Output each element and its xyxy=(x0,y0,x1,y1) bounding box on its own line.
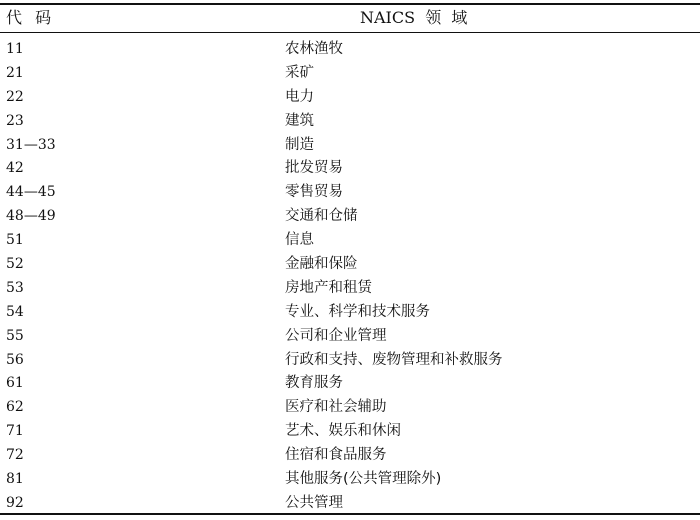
table-row xyxy=(0,157,700,181)
row-code: 62 xyxy=(6,399,24,416)
row-field: 采矿 xyxy=(285,64,314,81)
table-bottom-rule xyxy=(0,513,700,515)
row-field: 农林渔牧 xyxy=(285,41,343,57)
table-row xyxy=(0,110,700,134)
row-field: 零售贸易 xyxy=(285,184,343,201)
row-code: 71 xyxy=(6,423,24,440)
row-code: 22 xyxy=(6,88,24,105)
table-row xyxy=(0,420,700,444)
row-field: 医疗和社会辅助 xyxy=(285,399,387,416)
row-field: 电力 xyxy=(285,88,314,105)
row-code: 81 xyxy=(6,471,24,488)
row-code: 56 xyxy=(6,351,24,368)
table-row xyxy=(0,205,700,229)
row-code: 44—45 xyxy=(6,184,56,201)
row-code: 52 xyxy=(6,256,24,273)
row-field: 行政和支持、废物管理和补救服务 xyxy=(285,351,503,368)
table-row xyxy=(0,38,700,62)
table-top-rule xyxy=(0,3,700,5)
row-field: 艺术、娱乐和休闲 xyxy=(285,423,401,440)
table-header-rule xyxy=(0,32,700,33)
header-field: NAICS 领 域 xyxy=(360,8,468,27)
row-field: 交通和仓储 xyxy=(285,208,358,225)
table-row xyxy=(0,372,700,396)
table-row xyxy=(0,349,700,373)
row-code: 92 xyxy=(6,494,24,511)
table-row xyxy=(0,468,700,492)
table-row xyxy=(0,325,700,349)
row-field: 公共管理 xyxy=(285,494,343,511)
row-field: 专业、科学和技术服务 xyxy=(285,303,430,320)
row-field: 公司和企业管理 xyxy=(285,327,387,344)
header-code: 代 码 xyxy=(6,8,53,27)
row-code: 53 xyxy=(6,279,24,296)
table-body xyxy=(0,38,700,516)
row-code: 55 xyxy=(6,327,24,344)
row-field: 其他服务(公共管理除外) xyxy=(285,471,442,488)
row-code: 61 xyxy=(6,375,24,392)
table-row xyxy=(0,134,700,158)
row-code: 54 xyxy=(6,303,24,320)
row-code: 72 xyxy=(6,447,24,464)
row-code: 11 xyxy=(6,41,24,57)
row-field: 信息 xyxy=(285,232,314,249)
row-field: 制造 xyxy=(285,136,314,153)
table-row xyxy=(0,444,700,468)
row-field: 金融和保险 xyxy=(285,256,358,273)
table-row xyxy=(0,396,700,420)
row-code: 23 xyxy=(6,112,24,129)
row-code: 48—49 xyxy=(6,208,56,225)
row-field: 建筑 xyxy=(285,112,314,129)
row-code: 51 xyxy=(6,232,24,249)
table-row xyxy=(0,86,700,110)
row-field: 教育服务 xyxy=(285,375,343,392)
row-code: 21 xyxy=(6,64,24,81)
row-code: 42 xyxy=(6,160,24,177)
table-row xyxy=(0,229,700,253)
table-row xyxy=(0,301,700,325)
row-field: 房地产和租赁 xyxy=(285,279,372,296)
table-row xyxy=(0,277,700,301)
table-row xyxy=(0,62,700,86)
table-row xyxy=(0,253,700,277)
row-field: 批发贸易 xyxy=(285,160,343,177)
table-row xyxy=(0,181,700,205)
row-code: 31—33 xyxy=(6,136,56,153)
row-field: 住宿和食品服务 xyxy=(285,447,387,464)
